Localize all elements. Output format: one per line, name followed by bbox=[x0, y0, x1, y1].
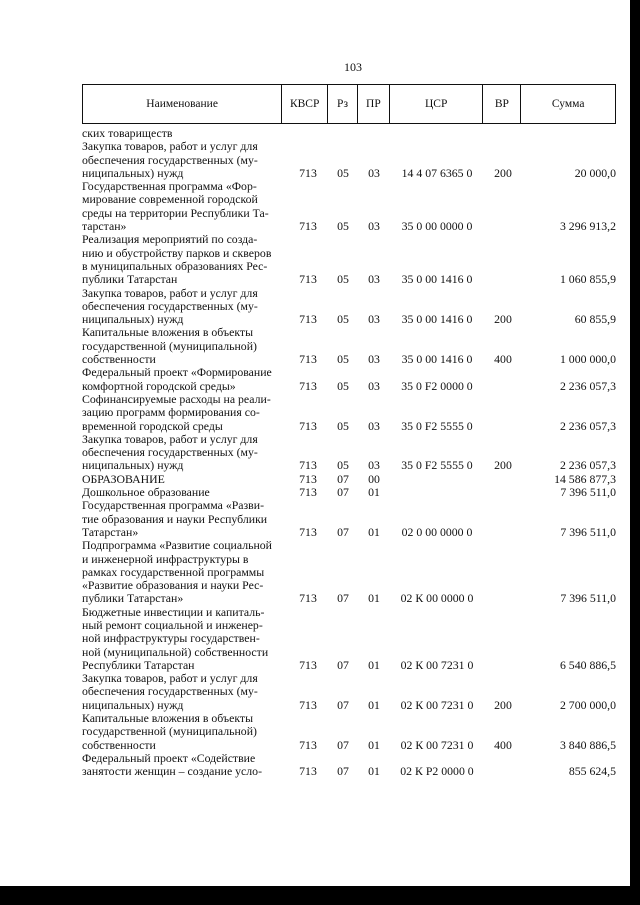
cell-vr: 200 bbox=[494, 458, 512, 473]
cell-sum: 60 855,9 bbox=[574, 312, 616, 327]
cell-rz: 07 bbox=[337, 764, 349, 779]
cell-kvsr: 713 bbox=[299, 312, 317, 327]
table-row bbox=[82, 393, 616, 433]
cell-name: Софинансируемые расходы на реали- зацию программ формирования со- временной городской среды bbox=[82, 391, 271, 433]
cell-kvsr: 713 bbox=[299, 458, 317, 473]
header-rz: Рз bbox=[328, 85, 358, 123]
cell-csr: 35 0 F2 5555 0 bbox=[401, 458, 473, 473]
cell-sum: 7 396 511,0 bbox=[560, 485, 616, 500]
cell-sum: 2 700 000,0 bbox=[559, 697, 616, 712]
cell-pr: 01 bbox=[368, 485, 380, 500]
cell-pr: 03 bbox=[368, 165, 380, 180]
cell-vr: 200 bbox=[494, 312, 512, 327]
cell-vr: 400 bbox=[494, 352, 512, 367]
table-row bbox=[82, 672, 616, 712]
cell-csr: 35 0 00 1416 0 bbox=[401, 352, 473, 367]
table-row bbox=[82, 287, 616, 327]
cell-kvsr: 713 bbox=[299, 378, 317, 393]
cell-pr: 03 bbox=[368, 352, 380, 367]
cell-pr: 01 bbox=[368, 737, 380, 752]
cell-sum: 2 236 057,3 bbox=[559, 458, 616, 473]
cell-pr: 00 bbox=[368, 471, 380, 486]
cell-rz: 07 bbox=[337, 524, 349, 539]
cell-name: Федеральный проект «Содействие занятости женщин – создание усло- bbox=[82, 750, 263, 779]
cell-kvsr: 713 bbox=[299, 272, 317, 287]
cell-kvsr: 713 bbox=[299, 524, 317, 539]
cell-name: Закупка товаров, работ и услуг для обеспечения государственных (му- ниципальных) нужд bbox=[82, 139, 258, 180]
cell-rz: 05 bbox=[337, 165, 349, 180]
table-row bbox=[82, 433, 616, 473]
table-row bbox=[82, 366, 616, 393]
cell-pr: 03 bbox=[368, 378, 380, 393]
cell-csr: 02 К 00 7231 0 bbox=[400, 697, 474, 712]
cell-kvsr: 713 bbox=[299, 165, 317, 180]
cell-pr: 01 bbox=[368, 591, 380, 606]
table-header bbox=[82, 84, 616, 124]
cell-kvsr: 713 bbox=[299, 352, 317, 367]
cell-kvsr: 713 bbox=[299, 471, 317, 486]
cell-sum: 855 624,5 bbox=[568, 764, 616, 779]
cell-name: ОБРАЗОВАНИЕ bbox=[82, 471, 165, 486]
cell-kvsr: 713 bbox=[299, 485, 317, 500]
cell-name: Капитальные вложения в объекты государственной (муниципальной) собственности bbox=[82, 325, 257, 367]
cell-pr: 01 bbox=[368, 524, 380, 539]
cell-pr: 01 bbox=[368, 697, 380, 712]
cell-sum: 3 296 913,2 bbox=[559, 219, 616, 234]
header-sum: Сумма bbox=[551, 98, 585, 110]
cell-sum: 3 840 886,5 bbox=[559, 737, 616, 752]
cell-kvsr: 713 bbox=[299, 697, 317, 712]
cell-sum: 7 396 511,0 bbox=[560, 591, 616, 606]
cell-csr: 35 0 F2 5555 0 bbox=[401, 418, 473, 433]
cell-csr: 14 4 07 6365 0 bbox=[401, 165, 473, 180]
cell-sum: 14 586 877,3 bbox=[554, 471, 616, 486]
cell-csr: 02 К 00 7231 0 bbox=[400, 657, 474, 672]
cell-rz: 07 bbox=[337, 485, 349, 500]
cell-vr: 200 bbox=[494, 165, 512, 180]
cell-sum: 20 000,0 bbox=[574, 165, 616, 180]
cell-name: Капитальные вложения в объекты государственной (муниципальной) собственности bbox=[82, 711, 257, 752]
header-kvsr: КВСР bbox=[282, 85, 328, 123]
table-row bbox=[82, 140, 616, 180]
cell-vr: 200 bbox=[494, 697, 512, 712]
table-row bbox=[82, 712, 616, 752]
header-csr: ЦСР bbox=[390, 85, 484, 123]
table-row bbox=[82, 127, 616, 140]
cell-name: Закупка товаров, работ и услуг для обеспечения государственных (му- ниципальных) нужд bbox=[82, 431, 258, 473]
cell-kvsr: 713 bbox=[299, 657, 317, 672]
cell-name: Дошкольное образование bbox=[82, 485, 210, 500]
cell-rz: 05 bbox=[337, 272, 349, 287]
cell-pr: 03 bbox=[368, 312, 380, 327]
cell-pr: 01 bbox=[368, 764, 380, 779]
cell-rz: 05 bbox=[337, 418, 349, 433]
cell-rz: 05 bbox=[337, 458, 349, 473]
cell-name: Реализация мероприятий по созда- нию и обустройству парков и скверов в муниципальных образованиях Рес- публики Татарстан bbox=[82, 232, 272, 287]
cell-rz: 07 bbox=[337, 697, 349, 712]
table-row bbox=[82, 539, 616, 605]
cell-pr: 01 bbox=[368, 657, 380, 672]
table-row bbox=[82, 752, 616, 779]
cell-kvsr: 713 bbox=[299, 591, 317, 606]
table-row bbox=[82, 499, 616, 539]
table-row bbox=[82, 180, 616, 233]
cell-csr: 35 0 00 1416 0 bbox=[401, 272, 473, 287]
cell-sum: 7 396 511,0 bbox=[560, 524, 616, 539]
cell-rz: 05 bbox=[337, 219, 349, 234]
cell-pr: 03 bbox=[368, 219, 380, 234]
cell-csr: 35 0 F2 0000 0 bbox=[401, 378, 473, 393]
cell-sum: 2 236 057,3 bbox=[559, 378, 616, 393]
cell-sum: 2 236 057,3 bbox=[559, 418, 616, 433]
cell-name: Государственная программа «Разви- тие образования и науки Республики Татарстан» bbox=[82, 498, 268, 539]
cell-sum: 6 540 886,5 bbox=[559, 657, 616, 672]
cell-csr: 02 К 00 0000 0 bbox=[400, 591, 474, 606]
cell-kvsr: 713 bbox=[299, 219, 317, 234]
cell-csr: 02 0 00 0000 0 bbox=[401, 524, 473, 539]
cell-rz: 07 bbox=[337, 591, 349, 606]
cell-rz: 07 bbox=[337, 737, 349, 752]
cell-kvsr: 713 bbox=[299, 764, 317, 779]
scan-edge-right bbox=[630, 0, 640, 905]
cell-name: ских товариществ bbox=[82, 126, 173, 140]
cell-name: Бюджетные инвестиции и капиталь- ный ремонт социальной и инженер- ной инфраструктуры государствен- ной (муниципальной) собственности Республики Татарстан bbox=[82, 604, 269, 672]
cell-csr: 35 0 00 1416 0 bbox=[401, 312, 473, 327]
cell-rz: 05 bbox=[337, 378, 349, 393]
cell-name: Закупка товаров, работ и услуг для обеспечения государственных (му- ниципальных) нужд bbox=[82, 285, 258, 327]
scan-edge-bottom bbox=[0, 886, 640, 905]
header-vr: ВР bbox=[483, 85, 521, 123]
table-row bbox=[82, 606, 616, 672]
cell-csr: 02 К Р2 0000 0 bbox=[400, 764, 474, 779]
table-row bbox=[82, 486, 616, 499]
cell-csr: 35 0 00 0000 0 bbox=[401, 219, 473, 234]
cell-pr: 03 bbox=[368, 272, 380, 287]
page-number: 103 bbox=[344, 60, 362, 74]
cell-name: Федеральный проект «Формирование комфортной городской среды» bbox=[82, 365, 272, 393]
cell-name: Подпрограмма «Развитие социальной и инженерной инфраструктуры в рамках государственной программы «Развитие образования и науки Рес- публики Татарстан» bbox=[82, 538, 272, 606]
header-pr: ПР bbox=[358, 85, 390, 123]
cell-csr: 02 К 00 7231 0 bbox=[400, 737, 474, 752]
table-row bbox=[82, 326, 616, 366]
cell-name: Закупка товаров, работ и услуг для обеспечения государственных (му- ниципальных) нужд bbox=[82, 671, 258, 712]
cell-sum: 1 060 855,9 bbox=[559, 272, 616, 287]
cell-pr: 03 bbox=[368, 418, 380, 433]
header-name: Наименование bbox=[83, 85, 282, 123]
cell-rz: 07 bbox=[337, 471, 349, 486]
cell-name: Государственная программа «Фор- мирование современной городской среды на территории Республики Та- тарстан» bbox=[82, 179, 269, 234]
table-row bbox=[82, 233, 616, 286]
cell-kvsr: 713 bbox=[299, 418, 317, 433]
cell-rz: 05 bbox=[337, 352, 349, 367]
cell-kvsr: 713 bbox=[299, 737, 317, 752]
table-row bbox=[82, 473, 616, 486]
cell-sum: 1 000 000,0 bbox=[559, 352, 616, 367]
cell-pr: 03 bbox=[368, 458, 380, 473]
cell-rz: 07 bbox=[337, 657, 349, 672]
cell-vr: 400 bbox=[494, 737, 512, 752]
cell-rz: 05 bbox=[337, 312, 349, 327]
table-body bbox=[82, 127, 616, 779]
